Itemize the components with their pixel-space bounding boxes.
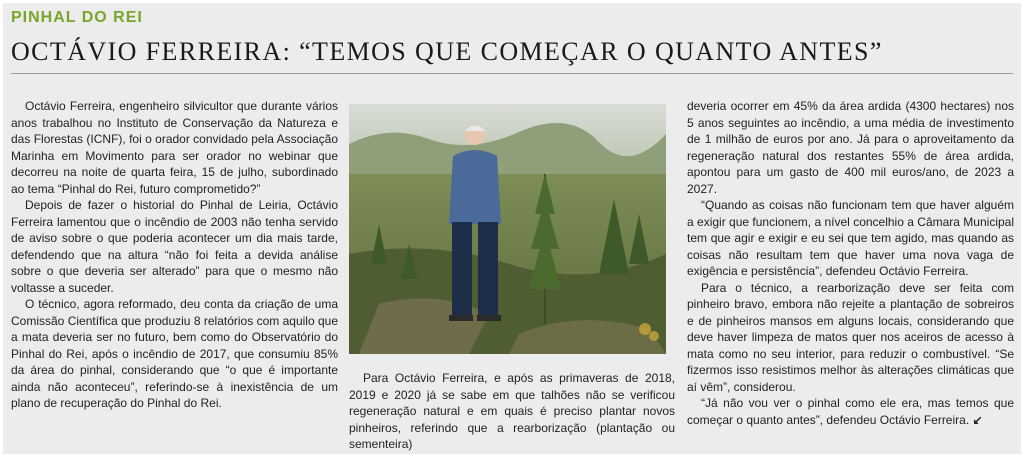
article-column-2 xyxy=(349,370,675,453)
headline-divider xyxy=(11,73,1013,74)
paragraph: deveria ocorrer em 45% da área ardida (4300 hectares) nos 5 anos seguintes ao incêndio, a uma média de investimento de 1 milhão de euros por ano. Já para o aproveitamento da regeneração natural dos restantes 55% de área ardida, apontou para um gasto de 400 mil euros/ano, de 2023 a 2027. xyxy=(687,99,1014,196)
paragraph: Para o técnico, a rearborização deve ser feita com pinheiro bravo, embora não rejeite a plantação de sobreiros e de pinheiros mansos em alguns locais, considerando que deve haver limpeza de matos quer nos aceiros de acesso à mata como no seu interior, para reduzir o combustível. “Se fizermos isso resistimos melhor às alterações climáticas que aí vêm”, considerou. xyxy=(687,280,1014,394)
end-mark-icon: ↙ xyxy=(972,412,983,427)
newspaper-page xyxy=(3,3,1021,454)
article-column-3 xyxy=(687,98,1014,428)
paragraph: Octávio Ferreira, engenheiro silvicultor que durante vários anos trabalhou no Instituto de Conservação da Natureza e das Florestas (ICNF), foi o orador convidado pela Associação Marinha em Movimento para ser orador no webinar que decorreu na noite de quarta feira, 15 de julho, subordinado ao tema “Pinhal do Rei, futuro comprometido?” xyxy=(11,99,338,196)
paragraph: “Quando as coisas não funcionam tem que haver alguém a exigir que funcionem, a nível concelhio a Câmara Municipal tem que agir e exigir e eu sei que tem agido, mas quando as coisas não resultam tem que haver uma nova vaga de exigência e persistência”, defendeu Octávio Ferreira. xyxy=(687,198,1014,278)
article-column-1 xyxy=(11,98,338,412)
forest-portrait-image xyxy=(349,104,666,354)
section-label: PINHAL DO REI xyxy=(11,9,143,26)
article-headline: OCTÁVIO FERREIRA: “TEMOS QUE COMEÇAR O QUANTO ANTES” xyxy=(11,37,883,66)
paragraph: Depois de fazer o historial do Pinhal de Leiria, Octávio Ferreira lamentou que o incêndio de 2003 não tenha servido de aviso sobre o que poderia acontecer um dia mais tarde, defendendo que na altura “não foi feita a devida análise sobre o que deveria ser alterado” para que o mesmo não voltasse a suceder. xyxy=(11,198,338,295)
paragraph: Para Octávio Ferreira, e após as primaveras de 2018, 2019 e 2020 já se sabe em que talhões não se verificou regeneração natural e em quais é preciso plantar novos pinheiros, referindo que a rearborização (plantação ou sementeira) xyxy=(349,371,675,451)
article-photo xyxy=(349,104,666,354)
paragraph xyxy=(687,395,1014,428)
closing-quote: “Já não vou ver o pinhal como ele era, mas temos que começar o quanto antes”, defendeu Octávio Ferreira. xyxy=(687,396,1014,427)
paragraph: O técnico, agora reformado, deu conta da criação de uma Comissão Científica que produziu 8 relatórios com aquilo que a mata deveria ser no futuro, bem como do Observatório do Pinhal do Rei, após o incêndio de 2017, que consumiu 85% da área do pinhal, considerando que “o que é importante ainda não aconteceu”, referindo-se à inexistência de um plano de recuperação do Pinhal do Rei. xyxy=(11,297,338,410)
